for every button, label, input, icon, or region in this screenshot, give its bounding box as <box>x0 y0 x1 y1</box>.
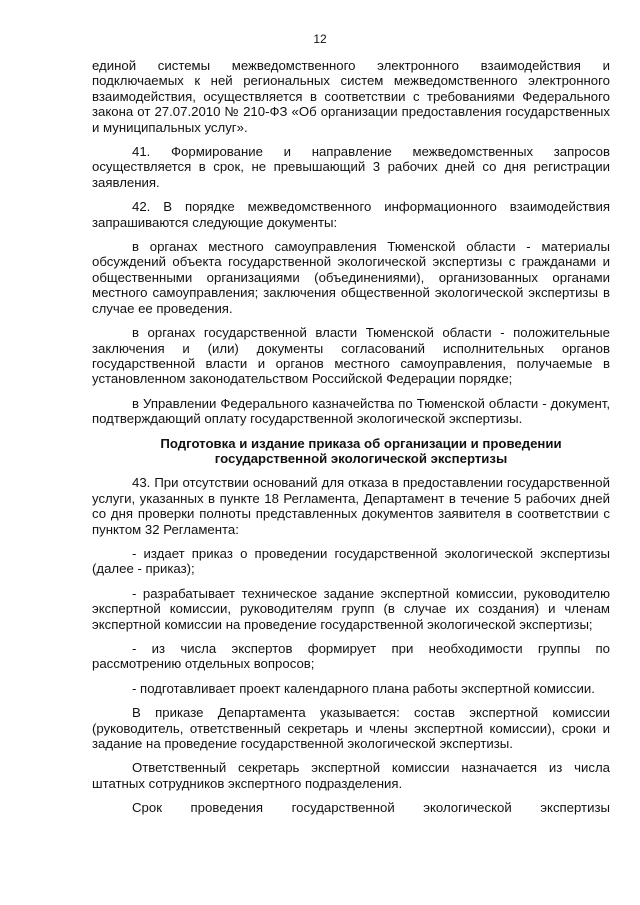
paragraph-state-authorities: в органах государственной власти Тюменской области - положительные заключения и (или) документы согласований исполнительных органов государственной власти и органов местного самоуправления, получаемые в установленном законодательством Российской Федерации порядке; <box>92 325 610 387</box>
paragraph-local-authorities: в органах местного самоуправления Тюменской области - материалы обсуждений объекта государственной экологической экспертизы с гражданами и общественными организациями (объединениями), организованных органами местного самоуправления; заключения общественной экологической экспертизы в случае ее проведения. <box>92 239 610 316</box>
paragraph-41: 41. Формирование и направление межведомственных запросов осуществляется в срок, не превышающий 3 рабочих дней со дня регистрации заявления. <box>92 144 610 190</box>
paragraph-43: 43. При отсутствии оснований для отказа в предоставлении государственной услуги, указанных в пункте 18 Регламента, Департамент в течение 5 рабочих дней со дня проверки полноты представленных документов заявителя в соответствии с пунктом 32 Регламента: <box>92 475 610 537</box>
paragraph-treasury: в Управлении Федерального казначейства по Тюменской области - документ, подтверждающий оплату государственной экологической экспертизы. <box>92 395 610 427</box>
document-body <box>92 58 610 816</box>
bullet-item-groups: - из числа экспертов формирует при необходимости группы по рассмотрению отдельных вопросов; <box>92 641 610 672</box>
page-number: 12 <box>313 32 327 46</box>
bullet-item-calendar-plan: - подготавливает проект календарного плана работы экспертной комиссии. <box>132 680 595 696</box>
paragraph-order-contents: В приказе Департамента указывается: состав экспертной комиссии (руководитель, ответственный секретарь и члены экспертной комиссии), сроки и задание на проведение государственной экологической экспертизы. <box>92 705 610 752</box>
section-heading: Подготовка и издание приказа об организации и проведении государственной экологической экспертизы <box>160 435 562 466</box>
paragraph-term: Срок проведения государственной экологической экспертизы <box>132 800 610 816</box>
paragraph-secretary: Ответственный секретарь экспертной комиссии назначается из числа штатных сотрудников экспертного подразделения. <box>92 760 610 791</box>
paragraph-continuation: единой системы межведомственного электронного взаимодействия и подключаемых к ней региональных систем межведомственного электронного взаимодействия, осуществляется в соответствии с требованиями Федерального закона от 27.07.2010 № 210-ФЗ «Об организации предоставления государственных и муниципальных услуг». <box>92 58 610 135</box>
bullet-item-order: - издает приказ о проведении государственной экологической экспертизы (далее - приказ); <box>92 545 610 577</box>
paragraph-42: 42. В порядке межведомственного информационного взаимодействия запрашиваются следующие документы: <box>92 199 610 230</box>
bullet-item-technical-task: - разрабатывает техническое задание экспертной комиссии, руководителю экспертной комиссии, руководителям групп (в случае их создания) и членам экспертной комиссии на проведение государственной экологической экспертизы; <box>92 585 610 632</box>
